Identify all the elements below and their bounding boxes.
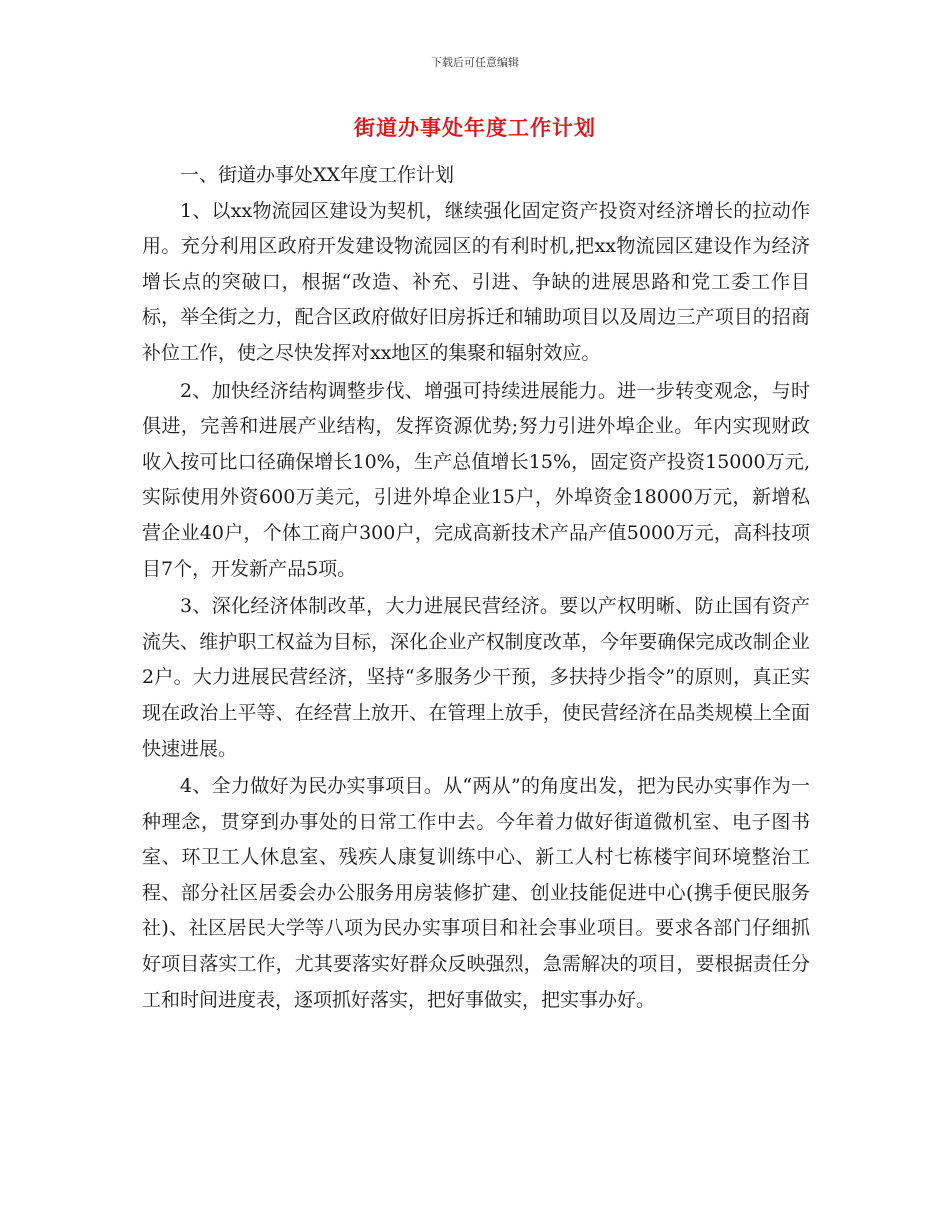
- section-heading: 一、街道办事处XX年度工作计划: [180, 164, 455, 186]
- paragraph-4: 4、全力做好为民办实事项目。从“两从”的角度出发，把为民办实事作为一种理念，贯穿到办事处的日常工作中去。今年着力做好街道微机室、电子图书室、环卫工人休息室、残疾人康复训练中心、新工人村七栋楼宇间环境整治工程、部分社区居委会办公服务用房装修扩建、创业技能促进中心(携手便民服务社)、社区居民大学等八项为民办实事项目和社会事业项目。要求各部门仔细抓好项目落实工作，尤其要落实好群众反映强烈，急需解决的项目，要根据责任分工和时间进度表，逐项抓好落实，把好事做实，把实事办好。: [142, 775, 810, 1011]
- document-body: [142, 158, 810, 1020]
- paragraph-1: 1、以xx物流园区建设为契机，继续强化固定资产投资对经济增长的拉动作用。充分利用区政府开发建设物流园区的有利时机,把xx物流园区建设作为经济增长点的突破口，根据“改造、补充、引进、争缺的进展思路和党工委工作目标，举全街之力，配合区政府做好旧房拆迁和辅助项目以及周边三产项目的招商补位工作，使之尽快发挥对xx地区的集聚和辐射效应。: [142, 199, 810, 364]
- paragraph-3: 3、深化经济体制改革，大力进展民营经济。要以产权明晰、防止国有资产流失、维护职工权益为目标，深化企业产权制度改革，今年要确保完成改制企业2户。大力进展民营经济，坚持“多服务少干预，多扶持少指令”的原则，真正实现在政治上平等、在经营上放开、在管理上放手，使民营经济在品类规模上全面快速进展。: [142, 595, 810, 760]
- document-title: 街道办事处年度工作计划: [354, 116, 596, 140]
- header-note: 下载后可任意编辑: [431, 56, 519, 69]
- paragraph-2: 2、加快经济结构调整步伐、增强可持续进展能力。进一步转变观念，与时俱进，完善和进展产业结构，发挥资源优势;努力引进外埠企业。年内实现财政收入按可比口径确保增长10%，生产总值增长15%，固定资产投资15000万元,实际使用外资600万美元，引进外埠企业15户，外埠资金18000万元，新增私营企业40户，个体工商户300户，完成高新技术产品产值5000万元，高科技项目7个，开发新产品5项。: [142, 379, 810, 580]
